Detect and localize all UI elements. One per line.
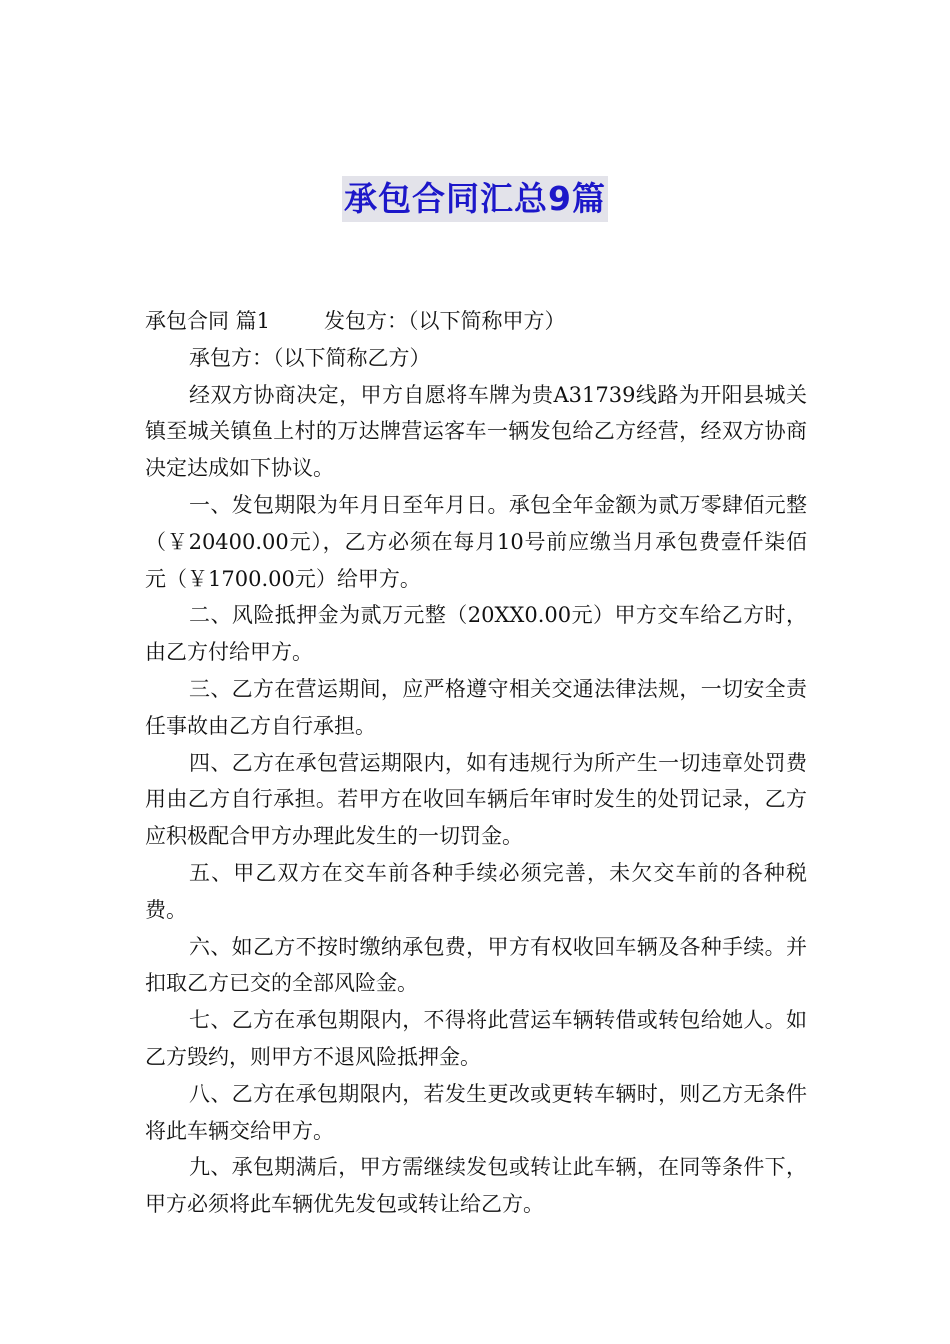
title-wrap: [0, 176, 950, 222]
document-title: 承包合同汇总9篇: [342, 176, 608, 222]
first-line: [145, 303, 807, 340]
clause-1: 一、发包期限为年月日至年月日。承包全年金额为贰万零肆佰元整（￥20400.00元），乙方必须在每月10号前应缴当月承包费壹仟柒佰元（￥1700.00元）给甲方。: [145, 492, 807, 591]
clause-7: 七、乙方在承包期限内，不得将此营运车辆转借或转包给她人。如乙方毁约，则甲方不退风险抵押金。: [145, 1008, 807, 1069]
clause-8: 八、乙方在承包期限内，若发生更改或更转车辆时，则乙方无条件将此车辆交给甲方。: [145, 1081, 807, 1143]
clause-5: 五、甲乙双方在交车前各种手续必须完善，未欠交车前的各种税费。: [145, 860, 807, 922]
paragraph-intro: 经双方协商决定，甲方自愿将车牌为贵A31739线路为开阳县城关镇至城关镇鱼上村的万达牌营运客车一辆发包给乙方经营，经双方协商决定达成如下协议。: [145, 382, 807, 481]
clause-4: 四、乙方在承包营运期限内，如有违规行为所产生一切违章处罚费用由乙方自行承担。若甲方在收回车辆后年审时发生的处罚记录，乙方应积极配合甲方办理此发生的一切罚金。: [145, 750, 807, 849]
clause-9: 九、承包期满后，甲方需继续发包或转让此车辆，在同等条件下，甲方必须将此车辆优先发包或转让给乙方。: [145, 1155, 807, 1217]
document-body: [145, 303, 807, 1223]
clause-3: 三、乙方在营运期间，应严格遵守相关交通法律法规，一切安全责任事故由乙方自行承担。: [145, 676, 807, 738]
contractee-line: 承包方：（以下简称乙方）: [189, 345, 431, 370]
clause-2: 二、风险抵押金为贰万元整（20XX0.00元）甲方交车给乙方时，由乙方付给甲方。: [145, 603, 807, 665]
section-heading: 承包合同 篇1: [145, 309, 271, 333]
clause-6: 六、如乙方不按时缴纳承包费，甲方有权收回车辆及各种手续。并扣取乙方已交的全部风险金。: [145, 934, 807, 996]
contractor-line: 发包方：（以下简称甲方）: [324, 309, 566, 333]
